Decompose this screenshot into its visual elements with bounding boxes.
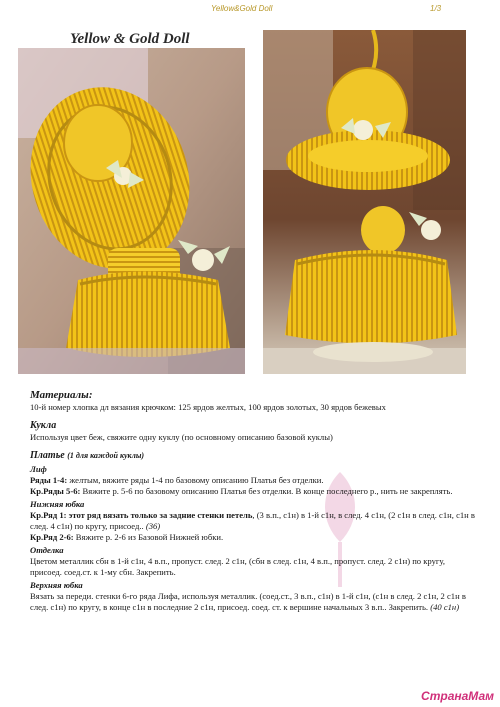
bodice-row-1-label: Ряды 1-4: (30, 475, 68, 485)
trim-text: Цветом металлик сбн в 1-й с1н, 4 в.п., пропуст. след. 2 с1н, (сбн в след. с1н, 4 в.п., пропуст. след. 2 с1н) по кругу, присоед. соед.ст. к 1-му сбн. Закрепить. (30, 556, 446, 577)
overskirt-heading: Верхняя юбка (30, 580, 83, 590)
doll-heading: Кукла (30, 420, 57, 431)
bodice-row-1-text: желтым, вяжите ряды 1-4 по базовому описанию Платья без отделки. (67, 475, 324, 485)
bodice-heading: Лиф (30, 464, 47, 474)
doll-photo-left (18, 48, 245, 374)
underskirt-row-1 (30, 510, 475, 532)
overskirt-text (30, 591, 475, 613)
dress-title: Платье (30, 450, 65, 461)
bodice-row-2-label: Кр.Ряды 5-6: (30, 486, 81, 496)
materials-text: 10-й номер хлопка дл вязания крючком: 125 ярдов желтых, 100 ярдов золотых, 30 ярдов бежевых (30, 402, 386, 412)
underskirt-row-2 (30, 532, 475, 543)
bodice-row-1 (30, 475, 475, 486)
watermark-brand: Страна (421, 689, 469, 703)
materials-heading: Материалы: (30, 389, 93, 401)
page-title: Yellow & Gold Doll (70, 31, 190, 47)
underskirt-heading: Нижняя юбка (30, 499, 85, 509)
dress-heading-note: (1 для каждой куклы) (67, 451, 145, 460)
doll-text: Используя цвет беж, свяжите одну куклу (по основному описанию базовой куклы) (30, 432, 333, 442)
running-title: Yellow&Gold Doll (211, 4, 273, 13)
site-watermark (421, 689, 494, 703)
dress-heading (30, 449, 475, 462)
page-number: 1/3 (430, 4, 442, 13)
underskirt-row-2-text: Вяжите р. 2-6 из Базовой Нижней юбки. (73, 532, 224, 542)
underskirt-row-1-text: , (3 в.п., с1н) в 1-й с1н, в след. 4 с1н, (2 с1н в след. с1н, с1н в след. 4 с1н) по кругу, присоед.. (30, 510, 475, 531)
pattern-text (30, 389, 475, 613)
underskirt-row-2-label: Кр.Ряд 2-6: (30, 532, 74, 542)
underskirt-row-1-bold: этот ряд вязать только за задние стенки петель (66, 510, 253, 520)
overskirt-count: (40 с1н) (430, 602, 460, 612)
bodice-row-2-text: Вяжите р. 5-6 по базовому описанию Платья без отделки. В конце последнего р., нить не закреплять. (80, 486, 453, 496)
overskirt-body: Вязать за переди. стенки 6-го ряда Лифа, используя металлик. (соед.ст., 3 в.п., с1н) в 1-й с1н, (с1н в след. 2 с1н, 2 с1н в след. с1н) по кругу, в конце с1н в последние 2 с1н, присоед. соед. ст. к вершине начальных 3 в.п.. Закрепить. (30, 591, 466, 612)
doll-photo-right (263, 30, 466, 374)
bodice-row-2 (30, 486, 475, 497)
underskirt-row-1-label: Кр.Ряд 1: (30, 510, 67, 520)
watermark-suffix: Мам (468, 689, 494, 703)
underskirt-row-1-count: (36) (145, 521, 161, 531)
trim-heading: Отделка (30, 545, 64, 555)
